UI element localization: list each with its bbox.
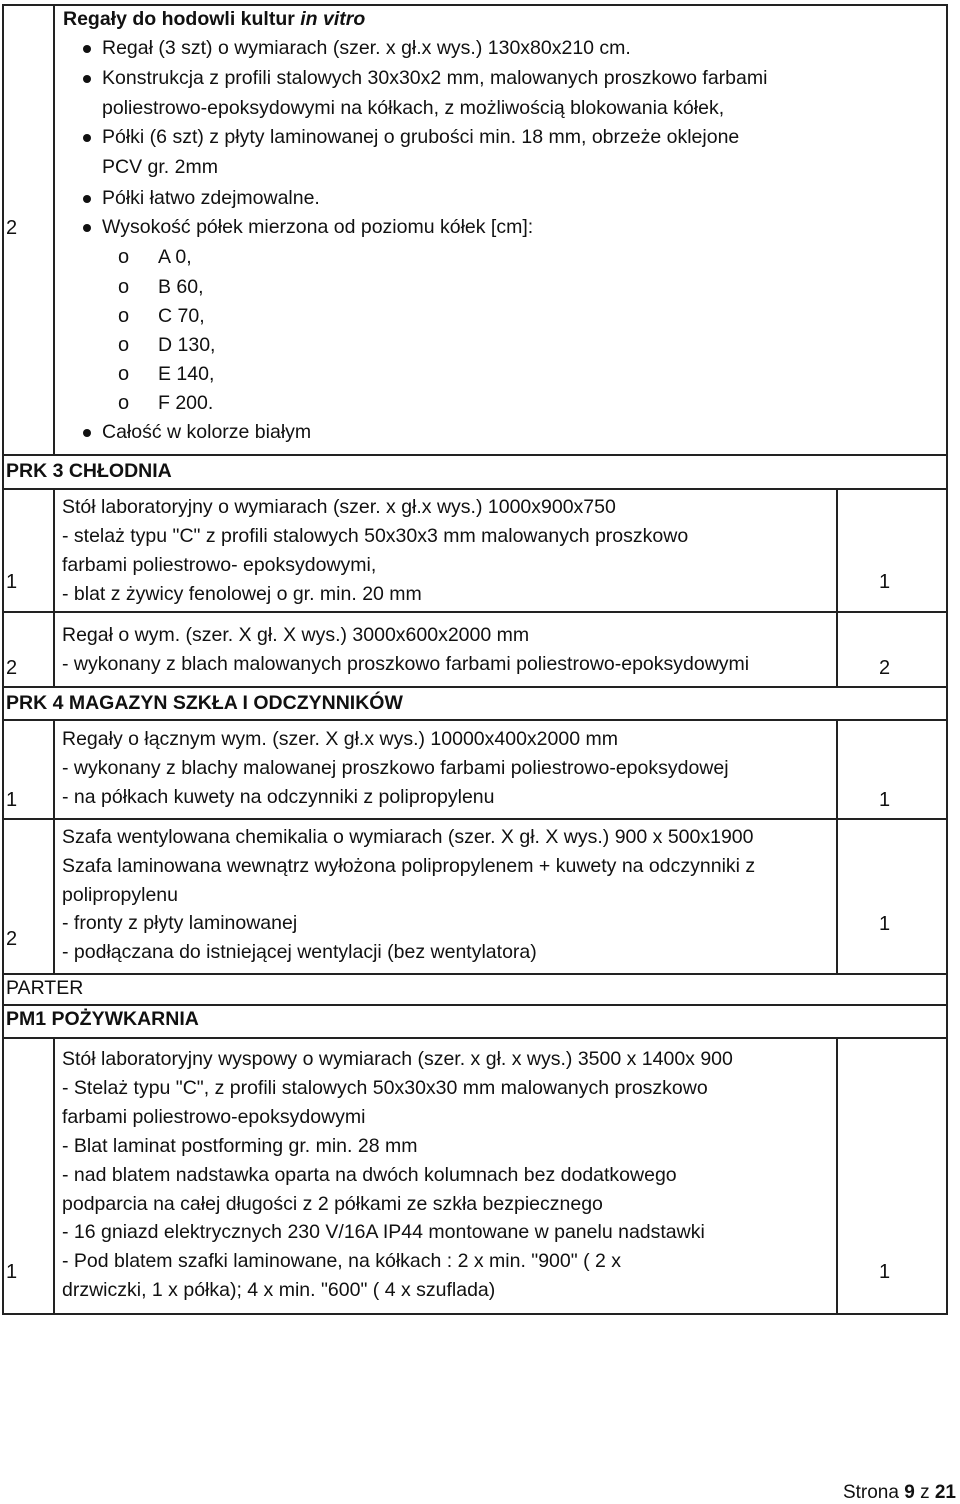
- row-number: 1: [6, 571, 18, 593]
- bullet-icon: [83, 45, 91, 53]
- bullet-icon: [83, 195, 91, 203]
- footer-mid: z: [914, 1482, 935, 1503]
- bullet-text: Całość w kolorze białym: [102, 421, 312, 443]
- section-header: PM1 POŻYWKARNIA: [6, 1008, 199, 1030]
- sub-bullet-icon: o: [118, 246, 130, 268]
- sub-item: A 0,: [158, 246, 192, 268]
- sub-bullet-icon: o: [118, 334, 130, 356]
- item-title-text: Regały do hodowli kultur: [63, 8, 301, 30]
- row-number: 2: [6, 217, 18, 239]
- bullet-text-continued: poliestrowo-epoksydowymi na kółkach, z możliwością blokowania kółek,: [102, 97, 725, 119]
- row-number: 1: [6, 1261, 18, 1283]
- row-divider: [2, 1037, 948, 1039]
- item-line: - blat z żywicy fenolowej o gr. min. 20 mm: [62, 583, 422, 605]
- quantity: 2: [879, 657, 891, 679]
- bullet-icon: [83, 224, 91, 232]
- item-title: [63, 10, 365, 30]
- sub-item: C 70,: [158, 305, 205, 327]
- section-header: PRK 3 CHŁODNIA: [6, 460, 172, 482]
- quantity: 1: [879, 571, 891, 593]
- item-line: - Blat laminat postforming gr. min. 28 mm: [62, 1135, 418, 1157]
- bullet-text: Konstrukcja z profili stalowych 30x30x2 mm, malowanych proszkowo farbami: [102, 67, 768, 89]
- row-number: 2: [6, 657, 18, 679]
- bullet-text: Półki (6 szt) z płyty laminowanej o grubości min. 18 mm, obrzeże oklejone: [102, 126, 740, 148]
- item-line: - Stelaż typu "C", z profili stalowych 50x30x30 mm malowanych proszkowo: [62, 1077, 708, 1099]
- item-line: - nad blatem nadstawka oparta na dwóch kolumnach bez dodatkowego: [62, 1164, 677, 1186]
- sub-item: B 60,: [158, 276, 204, 298]
- column-divider: [53, 488, 55, 686]
- footer-page-total: 21: [934, 1482, 956, 1503]
- quantity: 1: [879, 913, 891, 935]
- item-line: Stół laboratoryjny o wymiarach (szer. x gł.x wys.) 1000x900x750: [62, 496, 616, 518]
- item-line: - Pod blatem szafki laminowane, na kółkach : 2 x min. "900" ( 2 x: [62, 1250, 622, 1272]
- item-line: Szafa wentylowana chemikalia o wymiarach (szer. X gł. X wys.) 900 x 500x1900: [62, 826, 754, 848]
- page-footer: [843, 1482, 956, 1504]
- bullet-icon: [83, 134, 91, 142]
- item-line: Regały o łącznym wym. (szer. X gł.x wys.) 10000x400x2000 mm: [62, 728, 618, 750]
- item-line: Szafa laminowana wewnątrz wyłożona polipropylenem + kuwety na odczynniki z: [62, 855, 756, 877]
- column-divider: [53, 4, 55, 454]
- footer-prefix: Strona: [842, 1482, 905, 1503]
- row-number: 2: [6, 928, 18, 950]
- row-divider: [2, 973, 948, 975]
- item-line: podparcia na całej długości z 2 półkami ze szkła bezpiecznego: [62, 1193, 603, 1215]
- item-line: farbami poliestrowo- epoksydowymi,: [62, 554, 377, 576]
- sub-item: E 140,: [158, 363, 215, 385]
- table-border-right: [946, 4, 948, 1315]
- row-divider: [2, 686, 948, 688]
- item-line: Stół laboratoryjny wyspowy o wymiarach (szer. x gł. x wys.) 3500 x 1400x 900: [62, 1048, 733, 1070]
- qty-column-divider: [836, 488, 838, 686]
- row-divider: [2, 488, 948, 490]
- column-divider: [53, 1037, 55, 1315]
- item-line: - stelaż typu "C" z profili stalowych 50x30x3 mm malowanych proszkowo: [62, 525, 689, 547]
- item-line: - wykonany z blachy malowanej proszkowo farbami poliestrowo-epoksydowej: [62, 757, 729, 779]
- item-line: - wykonany z blach malowanych proszkowo farbami poliestrowo-epoksydowymi: [62, 653, 750, 675]
- sub-bullet-icon: o: [118, 305, 130, 327]
- sub-item: F 200.: [158, 392, 214, 414]
- item-line: - na półkach kuwety na odczynniki z polipropylenu: [62, 786, 495, 808]
- row-divider: [2, 4, 948, 6]
- table-border-left: [2, 4, 4, 1315]
- section-header: PRK 4 MAGAZYN SZKŁA I ODCZYNNIKÓW: [6, 692, 403, 714]
- qty-column-divider: [836, 719, 838, 973]
- row-divider: [2, 454, 948, 456]
- sub-bullet-icon: o: [118, 363, 130, 385]
- row-divider: [2, 1313, 948, 1315]
- row-number: 1: [6, 789, 18, 811]
- qty-column-divider: [836, 1037, 838, 1315]
- sub-bullet-icon: o: [118, 276, 130, 298]
- section-header: PARTER: [6, 977, 84, 999]
- bullet-text-continued: PCV gr. 2mm: [102, 156, 218, 178]
- sub-item: D 130,: [158, 334, 216, 356]
- row-divider: [2, 611, 948, 613]
- item-line: Regał o wym. (szer. X gł. X wys.) 3000x600x2000 mm: [62, 624, 530, 646]
- bullet-icon: [83, 75, 91, 83]
- item-line: - podłączana do istniejącej wentylacji (bez wentylatora): [62, 941, 537, 963]
- row-divider: [2, 1004, 948, 1006]
- sub-bullet-icon: o: [118, 392, 130, 414]
- bullet-text: Regał (3 szt) o wymiarach (szer. x gł.x wys.) 130x80x210 cm.: [102, 37, 631, 59]
- quantity: 1: [879, 1261, 891, 1283]
- row-divider: [2, 818, 948, 820]
- item-line: polipropylenu: [62, 884, 179, 906]
- row-divider: [2, 719, 948, 721]
- quantity: 1: [879, 789, 891, 811]
- column-divider: [53, 719, 55, 973]
- item-line: farbami poliestrowo-epoksydowymi: [62, 1106, 366, 1128]
- item-line: - 16 gniazd elektrycznych 230 V/16A IP44 montowane w panelu nadstawki: [62, 1221, 705, 1243]
- bullet-icon: [83, 429, 91, 437]
- bullet-text: Półki łatwo zdejmowalne.: [102, 187, 320, 209]
- item-title-italic: in vitro: [300, 8, 366, 30]
- item-line: - fronty z płyty laminowanej: [62, 912, 298, 934]
- footer-page-number: 9: [904, 1482, 915, 1503]
- item-line: drzwiczki, 1 x półka); 4 x min. "600" ( 4 x szuflada): [62, 1279, 496, 1301]
- bullet-text: Wysokość półek mierzona od poziomu kółek [cm]:: [102, 216, 534, 238]
